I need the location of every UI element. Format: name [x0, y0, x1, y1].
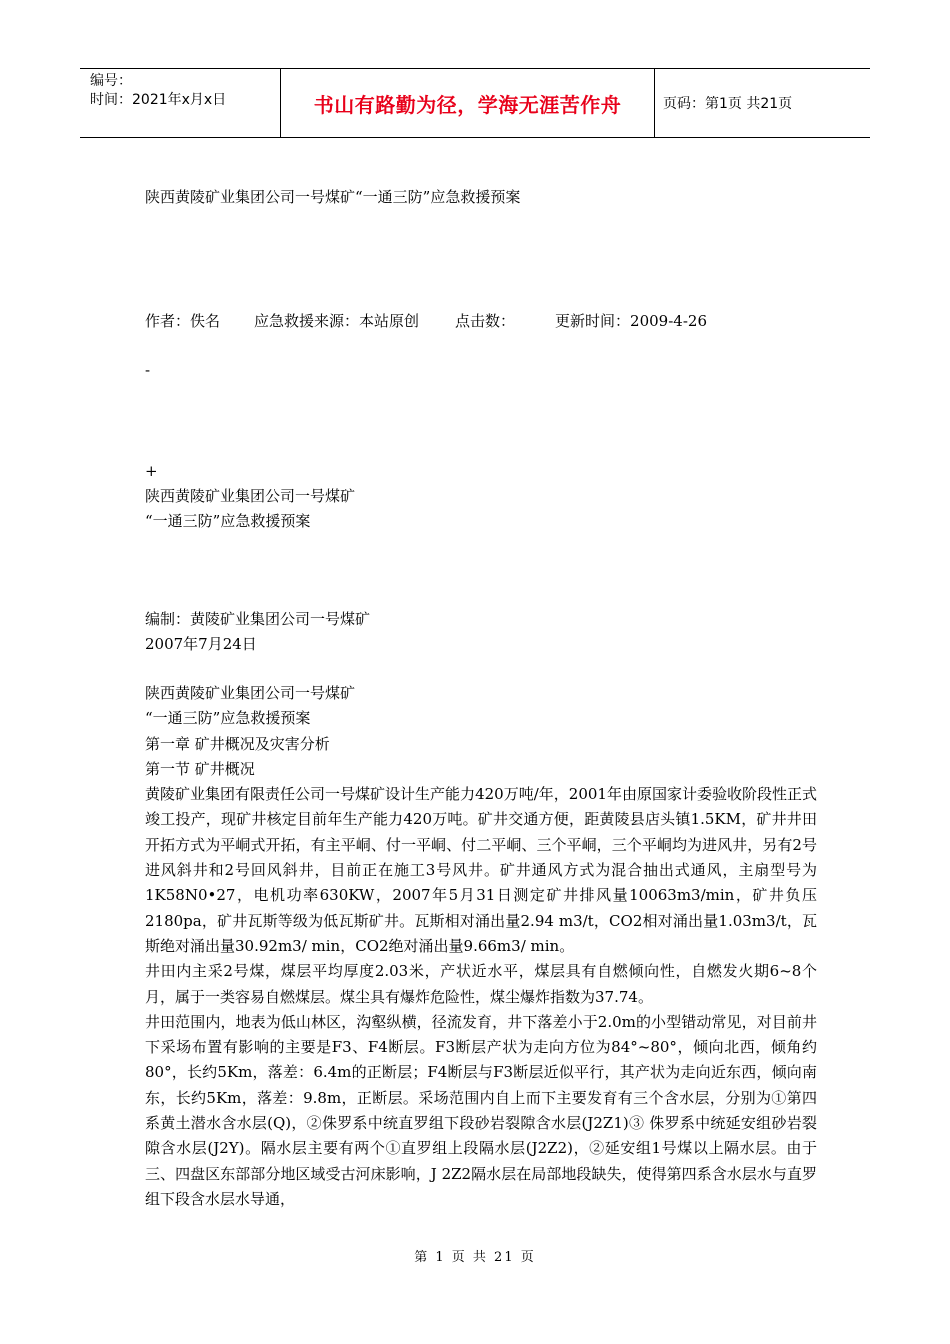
page-footer: 第 1 页 共 21 页 [414, 1250, 536, 1265]
chapter-heading: 第一章 矿井概况及灾害分析 [145, 734, 330, 753]
page-header [80, 68, 870, 138]
meta-line [145, 311, 707, 331]
meta-clicks: 点击数： [455, 312, 516, 330]
content-title-line1: 陕西黄陵矿业集团公司一号煤矿 [145, 684, 356, 702]
dash-mark: - [145, 361, 151, 379]
doc-title: 陕西黄陵矿业集团公司一号煤矿“一通三防”应急救援预案 [145, 188, 521, 206]
main-content [145, 681, 817, 1212]
meta-source: 应急救援来源：本站原创 [254, 312, 420, 330]
meta-author: 作者：佚名 [145, 312, 221, 330]
plus-mark: + [145, 462, 158, 480]
paragraph-geology: 井田范围内，地表为低山林区，沟壑纵横，径流发育，井下落差小于2.0m的小型错动常见，对目前井下采场布置有影响的主要是F3、F4断层。F3断层产状为走向方位为84°~80°，倾向北西，倾角约80°，长约5Km，落差：6.4m的正断层；F4断层与F3断层近似平行，其产状为走向近东西，倾向南东，长约5Km，落差：9.8m，正断层。采场范围内自上而下主要发育有三个含水层，分别为①第四系黄土潜水含水层(Q)，②侏罗系中统直罗组下段砂岩裂隙含水层(J2Z1)③ 侏罗系中统延安组砂岩裂隙含水层(J2Y)。隔水层主要有两个①直罗组上段隔水层(J2Z2)，②延安组1号煤以上隔水层。由于三、四盘区东部部分地区域受古河床影响，J 2Z2隔水层在局部地段缺失，使得第四系含水层水与直罗组下段含水层水导通， [145, 1012, 817, 1208]
section-heading: 第一节 矿井概况 [145, 759, 255, 778]
cover-title-line1: 陕西黄陵矿业集团公司一号煤矿 [145, 487, 356, 505]
header-motto: 书山有路勤为径，学海无涯苦作舟 [281, 69, 655, 137]
cover-date: 2007年7月24日 [145, 635, 257, 653]
paragraph-mine-overview: 黄陵矿业集团有限责任公司一号煤矿设计生产能力420万吨/年，2001年由原国家计委验收阶段性正式竣工投产，现矿井核定目前年生产能力420万吨。矿井交通方便，距黄陵县店头镇1.5KM，矿井井田开拓方式为平峒式开拓，有主平峒、付一平峒、付二平峒、三个平峒，三个平峒均为进风井，另有2号进风斜井和2号回风斜井，目前正在施工3号风井。矿井通风方式为混合抽出式通风，主扇型号为1K58N0•27，电机功率630KW，2007年5月31日测定矿井排风量10063m3/min，矿井负压2180pa，矿井瓦斯等级为低瓦斯矿井。瓦斯相对涌出量2.94 m3/t，CO2相对涌出量1.03m3/t，瓦斯绝对涌出量30.92m3/ min，CO2绝对涌出量9.66m3/ min。 [145, 785, 817, 955]
header-page-info: 页码：第1页 共21页 [663, 96, 793, 112]
cover-compiler: 编制：黄陵矿业集团公司一号煤矿 [145, 610, 371, 628]
header-serial-date-cell [80, 69, 281, 137]
date-line: 时间：2021年x月x日 [90, 92, 227, 108]
meta-updated: 更新时间：2009-4-26 [555, 312, 707, 330]
content-title-line2: “一通三防”应急救援预案 [145, 709, 311, 728]
serial-label: 编号： [90, 73, 132, 89]
cover-title-line2: “一通三防”应急救援预案 [145, 512, 311, 530]
paragraph-coal-seam: 井田内主采2号煤，煤层平均厚度2.03米，产状近水平，煤层具有自燃倾向性，自燃发火期6~8个月，属于一类容易自燃煤层。煤尘具有爆炸危险性，煤尘爆炸指数为37.74。 [145, 962, 817, 1006]
